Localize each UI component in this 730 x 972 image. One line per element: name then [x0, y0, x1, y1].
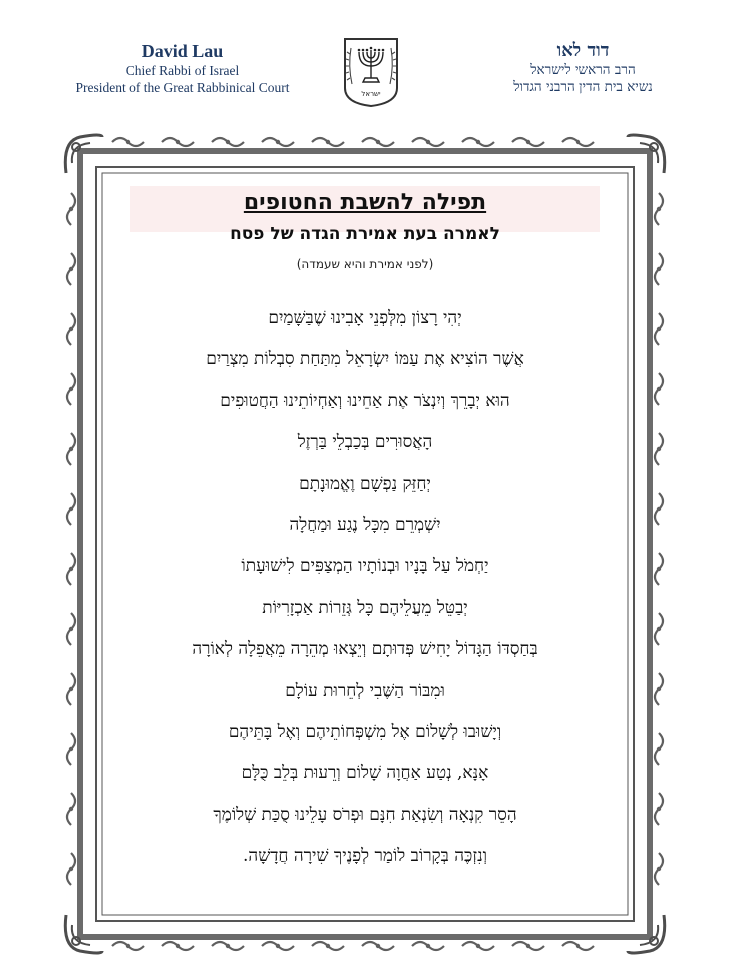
prayer-line: אָנָּא, נְטַע אַחֲוָה שָׁלוֹם וְרֵעוּת בְּלֵב כֻּלָּם — [241, 763, 489, 784]
hebrew-position: נשיא בית הדין הרבני הגדול — [513, 79, 653, 95]
emblem-caption: ישראל — [361, 90, 381, 98]
prayer-line: הָאֲסוּרִים בְּכַבְלֵי בַּרְזֶל — [297, 432, 433, 453]
prayer-line: יַחְמֹל עַל בָּנָיו וּבְנוֹתָיו הַמְצַפִּים לִישׁוּעָתוֹ — [241, 556, 489, 577]
prayer-line: וְנִזְכֶּה בְּקָרוֹב לוֹמַר לְפָנֶיךָ שִׁירָה חֲדָשָׁה. — [243, 846, 487, 867]
prayer-line: וְיָשׁוּבוּ לְשָׁלוֹם אֶל מִשְׁפְּחוֹתֵיהֶם וְאֶל בָּתֵּיהֶם — [228, 721, 502, 742]
prayer-line: הוּא יְבָרֵךְ וְיִנְצֹר אֶת אַחֵינוּ וְאַחְיוֹתֵינוּ הַחֲטוּפִים — [220, 390, 510, 411]
prayer-line: וּמִבּוֹר הַשֶּׁבִי לְחֵרוּת עוֹלָם — [285, 680, 445, 701]
prayer-line: אֲשֶׁר הוֹצִיא אֶת עַמּוֹ יִשְׂרָאֵל מִתַּחַת סִבְלוֹת מִצְרַיִם — [206, 349, 524, 370]
hebrew-title: הרב הראשי לישראל — [530, 62, 636, 78]
menorah-emblem-icon — [342, 36, 400, 108]
hebrew-name: דוד לאו — [556, 40, 610, 61]
prayer-line: יְחַזֵּק נַפְשָׁם וֶאֱמוּנָתָם — [299, 473, 431, 494]
hebrew-letterhead — [478, 40, 688, 96]
prayer-note: (לפני אמירת והיא שעמדה) — [296, 257, 434, 271]
english-letterhead — [70, 40, 295, 96]
prayer-line: יִשְׁמְרֵם מִכָּל נֶגַע וּמַחֲלָה — [289, 514, 441, 535]
prayer-title: תפילה להשבת החטופים — [243, 190, 487, 215]
english-title: Chief Rabbi of Israel — [125, 63, 240, 78]
prayer-subtitle: לאמרה בעת אמירת הגדה של פסח — [230, 224, 500, 244]
prayer-line: יְבַטֵּל מֵעֲלֵיהֶם כָּל גְּזֵרוֹת אַכְזָרִיּוֹת — [262, 597, 468, 618]
prayer-line: הָסֵר קִנְאָה וְשִׂנְאַת חִנָּם וּפְרֹס עָלֵינוּ סֻכַּת שְׁלוֹמֶךָ — [213, 804, 517, 825]
english-position: President of the Great Rabbinical Court — [75, 80, 290, 95]
letterhead — [0, 0, 730, 120]
prayer-line: יְהִי רָצוֹן מִלְּפְנֵי אָבִינוּ שֶׁבַּשָּׁמַיִם — [268, 308, 462, 328]
prayer-document — [110, 178, 620, 918]
english-name: David Lau — [141, 41, 224, 61]
prayer-lines — [110, 298, 620, 877]
prayer-line: בְּחַסְדּוֹ הַגָּדוֹל יָחִישׁ פְּדוּתָם וְיֵצְאוּ מְהֵרָה מֵאֲפֵלָה לְאוֹרָה — [192, 639, 538, 660]
